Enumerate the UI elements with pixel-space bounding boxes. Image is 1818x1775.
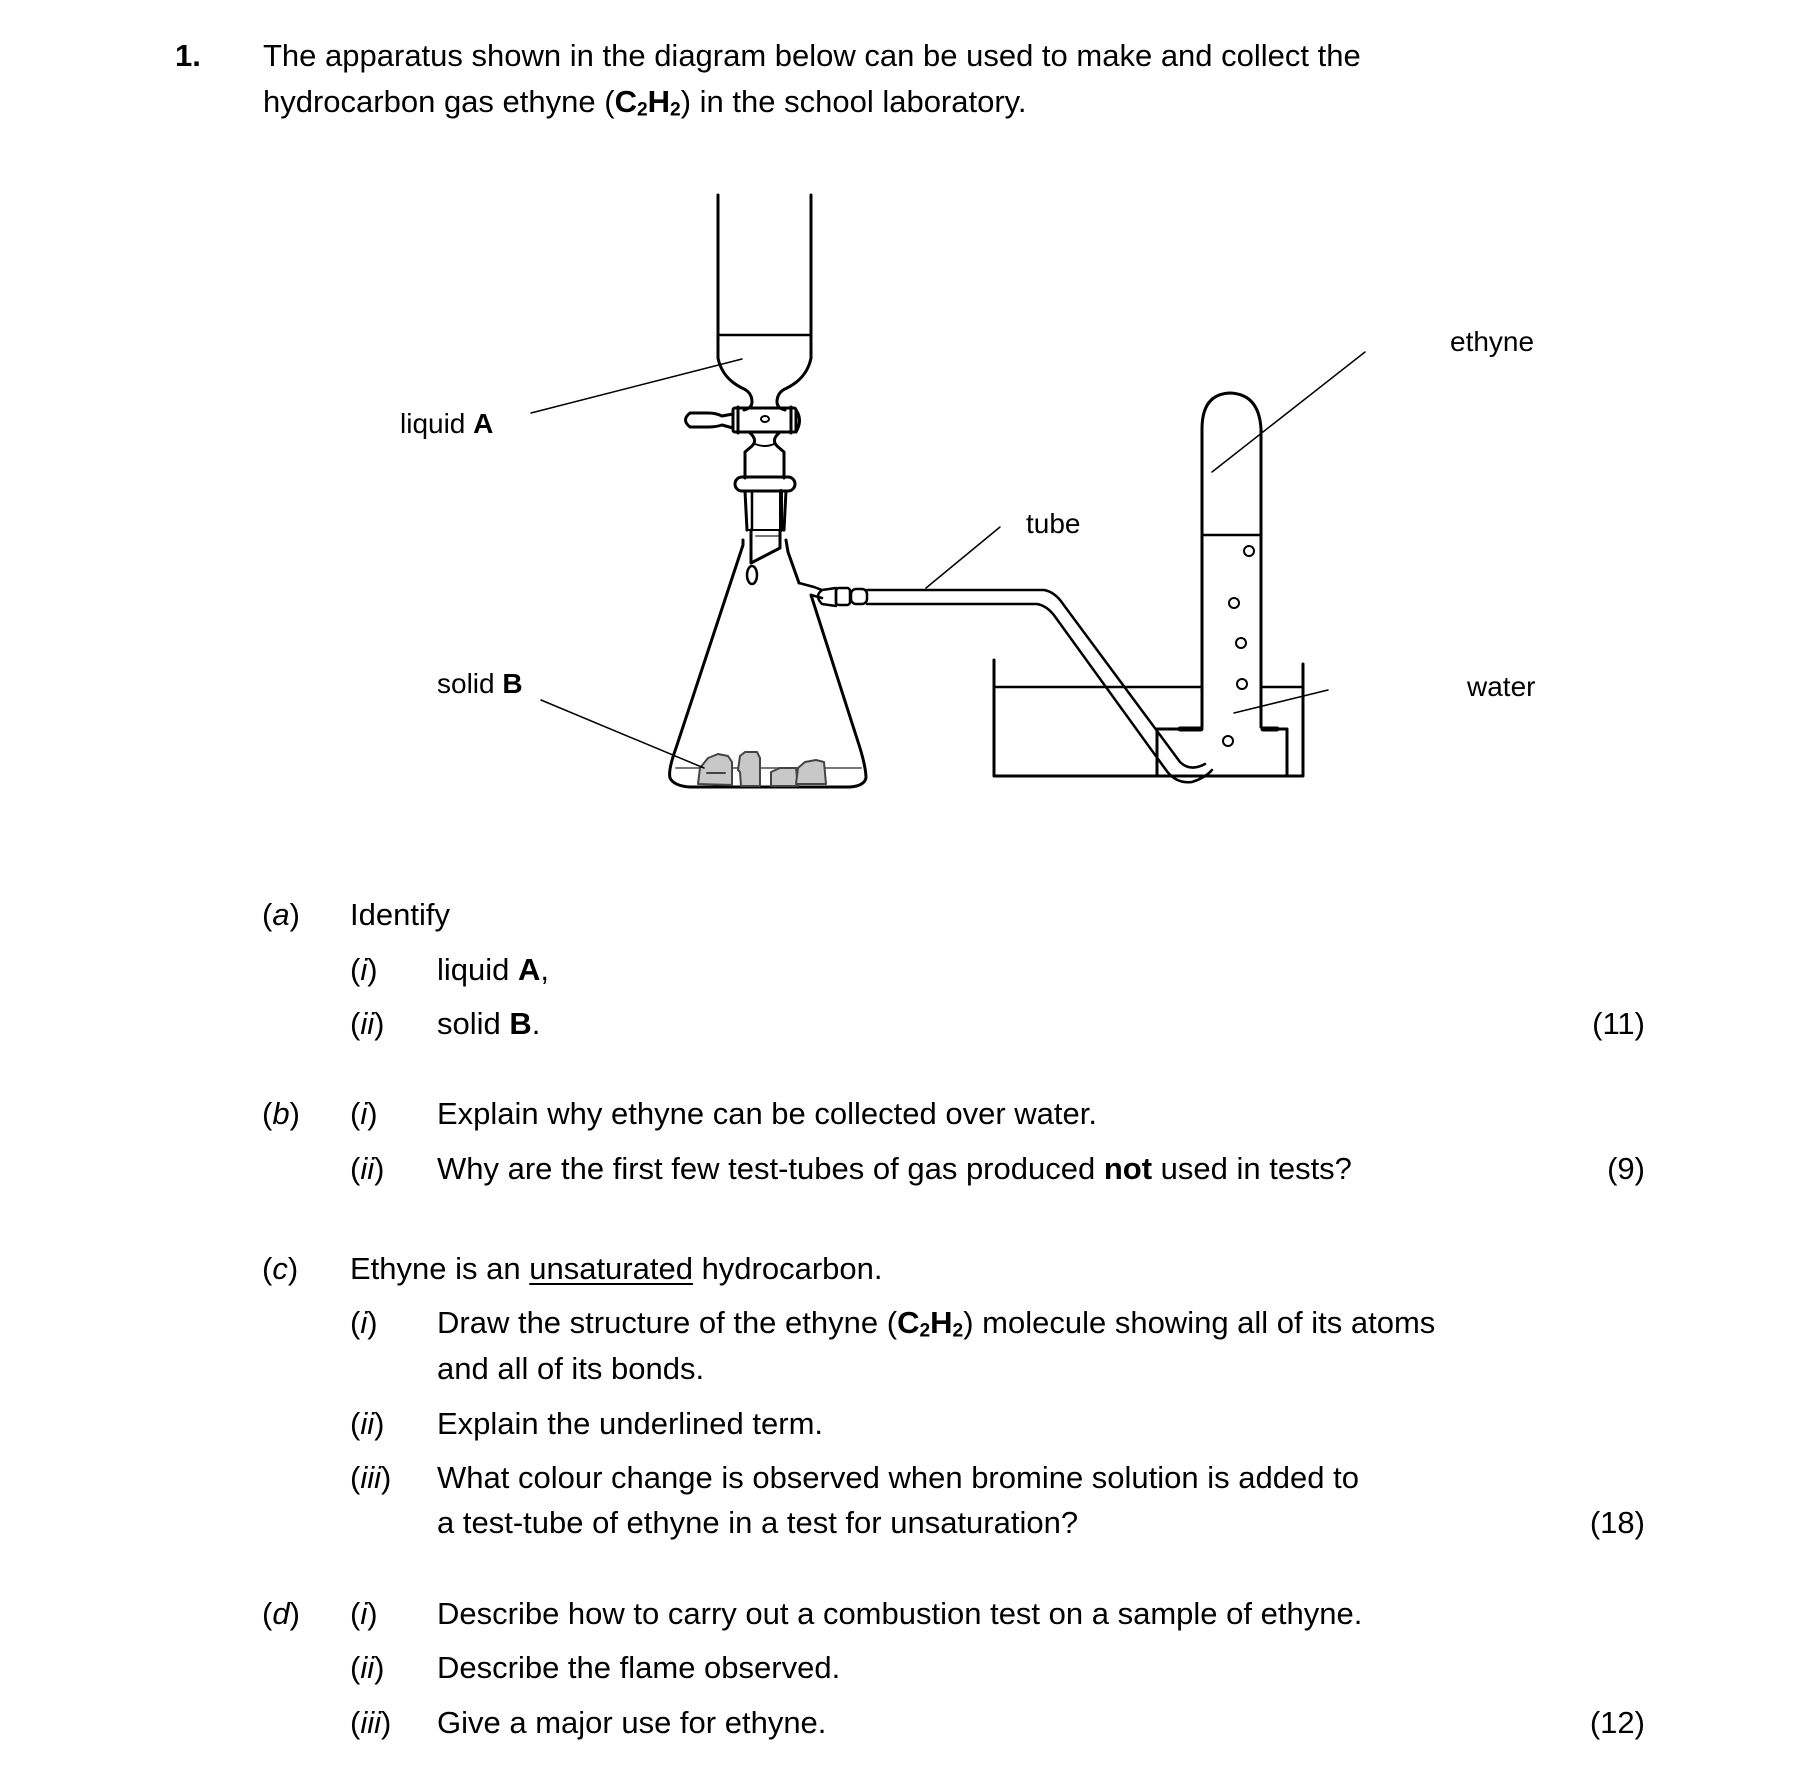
part-d-ii-num: (ii) — [350, 1650, 385, 1685]
part-a-i-num: (i) — [350, 952, 378, 987]
part-b-i-text: Explain why ethyne can be collected over water. — [437, 1096, 1097, 1131]
part-c-iii-line1: What colour change is observed when bromine solution is added to — [437, 1460, 1359, 1495]
part-a-marks: (11) — [1592, 1006, 1645, 1041]
part-d-i-text: Describe how to carry out a combustion test on a sample of ethyne. — [437, 1596, 1363, 1631]
part-d-iii-text: Give a major use for ethyne. — [437, 1705, 827, 1740]
part-a-ii-num: (ii) — [350, 1006, 385, 1041]
part-b-ii-text: Why are the first few test-tubes of gas produced not used in tests? — [437, 1151, 1352, 1186]
label-liquid-a: liquid A — [400, 408, 494, 439]
part-a-label: (a) — [262, 897, 300, 932]
part-d-ii-text: Describe the flame observed. — [437, 1650, 841, 1685]
label-solid-b: solid B — [437, 668, 523, 699]
part-c-ii-text: Explain the underlined term. — [437, 1406, 824, 1441]
part-c-marks: (18) — [1589, 1505, 1645, 1540]
label-leader-lines — [531, 352, 1365, 768]
stopcock-tap — [686, 407, 800, 433]
part-d-iii-num: (iii) — [350, 1705, 392, 1740]
part-c-ii-num: (ii) — [350, 1406, 385, 1441]
part-c-i-num: (i) — [350, 1305, 378, 1340]
part-b-label: (b) — [262, 1096, 300, 1131]
part-c-label: (c) — [262, 1251, 299, 1286]
label-ethyne: ethyne — [1450, 326, 1535, 357]
apparatus-diagram — [0, 0, 1818, 860]
intro-text: hydrocarbon gas ethyne ( — [263, 84, 615, 119]
question-intro-line-1: The apparatus shown in the diagram below can be used to make and collect the — [263, 38, 1361, 73]
dropping-funnel — [686, 195, 812, 584]
intro-text-end: ) in the school laboratory. — [680, 84, 1027, 119]
part-c-stem: Ethyne is an unsaturated hydrocarbon. — [350, 1251, 883, 1286]
part-a-i-text: liquid A, — [437, 952, 550, 987]
question-number: 1. — [175, 38, 201, 73]
gas-jar-test-tube — [1202, 393, 1261, 727]
formula-c2h2: $C_2H_2$ — [897, 1305, 964, 1342]
part-c-i-line1: Draw the structure of the ethyne $(C_2H_2)$ molecule showing all of its atoms — [437, 1305, 1436, 1342]
part-c-iii-line2: a test-tube of ethyne in a test for unsaturation? — [437, 1505, 1079, 1540]
part-b-marks: (9) — [1607, 1151, 1645, 1186]
gas-bubbles — [1223, 546, 1254, 746]
part-a-ii-text: solid B. — [437, 1006, 541, 1041]
part-c-i-line2: and all of its bonds. — [437, 1351, 705, 1386]
label-water: water — [1467, 671, 1536, 702]
part-d-marks: (12) — [1589, 1705, 1645, 1740]
part-b-i-num: (i) — [350, 1096, 378, 1131]
part-b-ii-num: (ii) — [350, 1151, 385, 1186]
underlined-term: unsaturated — [529, 1251, 693, 1286]
part-a-stem: Identify — [350, 897, 450, 932]
formula-c2h2: $C_2H_2$ — [614, 84, 681, 121]
conical-flask — [670, 540, 867, 787]
label-tube: tube — [1026, 508, 1081, 539]
part-d-label: (d) — [262, 1596, 300, 1631]
part-c-iii-num: (iii) — [350, 1460, 392, 1495]
part-d-i-num: (i) — [350, 1596, 378, 1631]
